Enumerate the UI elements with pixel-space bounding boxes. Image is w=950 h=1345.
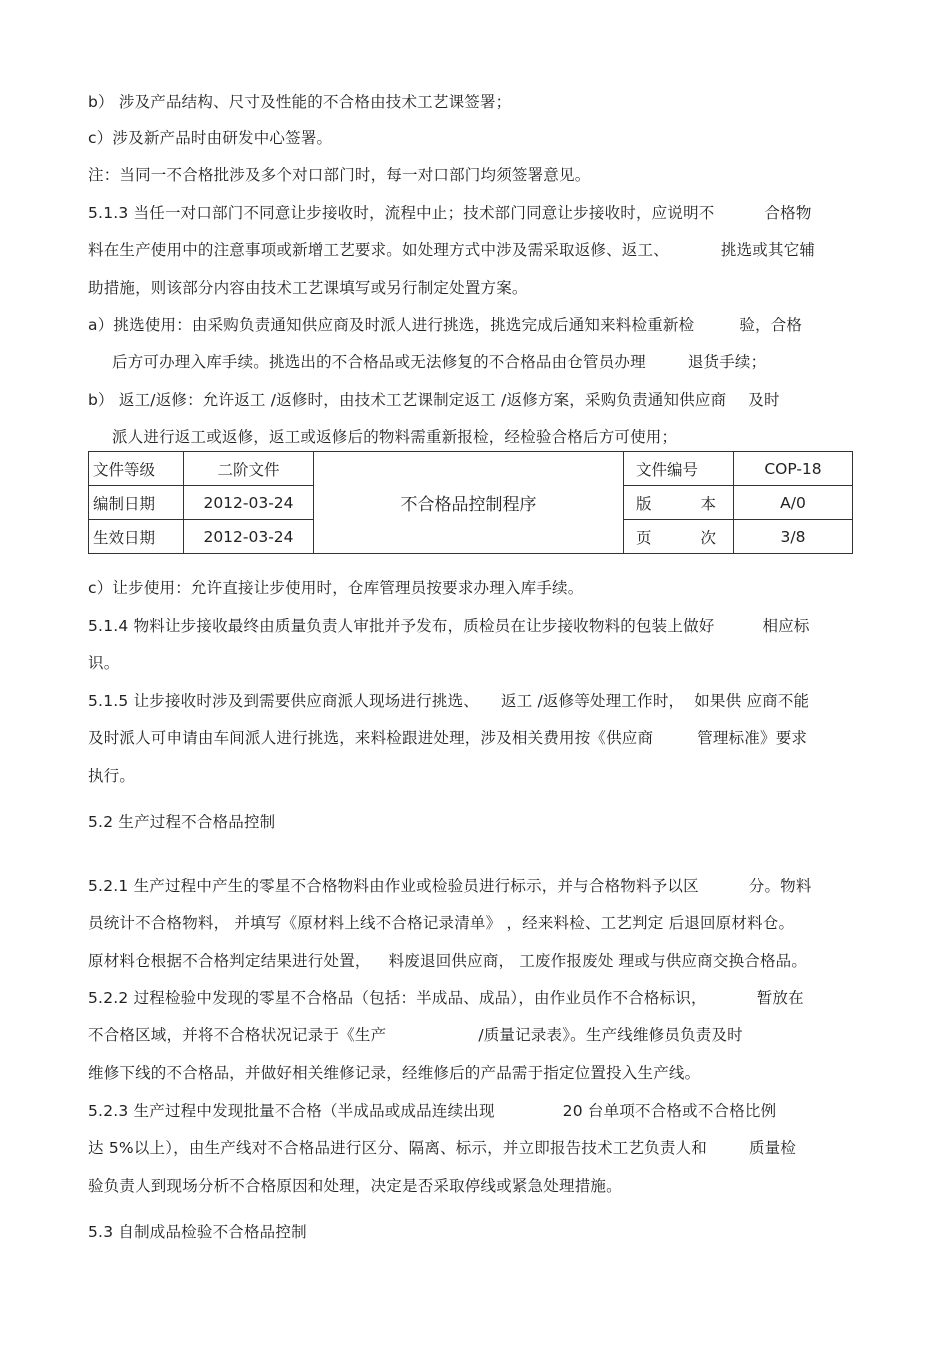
text-segment: 5.2.2 过程检验中发现的零星不合格品（包括：半成品、成品），由作业员作不合格标识， [88,989,707,1007]
text-segment: 执行。 [88,767,136,785]
text-line [88,203,812,223]
text-line [112,352,766,372]
text-segment: 合格物 [764,204,812,222]
text-line [88,766,135,786]
text-segment: 验负责人到现场分析不合格原因和处理，决定是否采取停线或紧急处理措施。 [88,1177,622,1195]
table-cell: 生效日期 [89,520,184,554]
text-line [88,1138,796,1158]
text-segment: 派人进行返工或返修，返工或返修后的物料需重新报检，经检验合格后方可使用； [112,428,678,446]
table-cell: 2012-03-24 [184,486,314,520]
text-segment: 5.1.5 让步接收时涉及到需要供应商派人现场进行挑选、 [88,692,479,710]
text-segment: 及时 [748,391,780,409]
text-segment: 员统计不合格物料， 并填写《原材料上线不合格记录清单》 ，经来料检、工艺判定 后退回原材料仓。 [88,914,795,932]
table-cell: 文件编号 [624,452,734,486]
text-segment: c）涉及新产品时由研发中心签署。 [88,129,333,147]
text-line [88,92,511,112]
text-line [88,390,780,410]
text-segment: 助措施，则该部分内容由技术工艺课填写或另行制定处置方案。 [88,279,528,297]
table-cell: 编制日期 [89,486,184,520]
text-segment: b） 返工/返修：允许返工 /返修时，由技术工艺课制定返工 /返修方案，采购负责通知供应商 [88,391,727,409]
text-segment: 5.2.1 生产过程中产生的零星不合格物料由作业或检验员进行标示，并与合格物料予以区 [88,877,699,895]
text-segment: 原材料仓根据不合格判定结果进行处置， [88,952,371,970]
text-segment: 5.1.3 当任一对口部门不同意让步接收时，流程中止；技术部门同意让步接收时，应说明不 [88,204,715,222]
table-cell [624,486,734,520]
text-line [88,988,804,1008]
text-segment: 挑选或其它辅 [720,241,816,259]
text-line [88,278,528,298]
table-cell-char: 次 [700,528,716,547]
text-line [88,315,802,335]
table-cell: 二阶文件 [184,452,314,486]
text-segment: 不合格区域，并将不合格状况记录于《生产 [88,1026,387,1044]
text-segment: 5.2.3 生产过程中发现批量不合格（半成品或成品连续出现 [88,1102,495,1120]
text-segment: 后方可办理入库手续。挑选出的不合格品或无法修复的不合格品由仓管员办理 [112,353,646,371]
text-segment: 料废退回供应商， 工废作报废处 理或与供应商交换合格品。 [388,952,808,970]
table-cell-char: 页 [636,528,652,547]
text-segment: 5.2 生产过程不合格品控制 [88,813,276,831]
text-line [88,240,815,260]
text-segment: 分。物料 [748,877,812,895]
text-segment: 维修下线的不合格品，并做好相关维修记录，经维修后的产品需于指定位置投入生产线。 [88,1064,701,1082]
text-line [88,616,810,636]
text-line [88,691,809,711]
table-row [89,452,853,486]
table-cell [624,520,734,554]
text-line [88,128,332,148]
text-line [88,1025,743,1045]
text-line [88,951,807,971]
table-cell: 2012-03-24 [184,520,314,554]
text-line [88,728,807,748]
text-line [88,876,812,896]
text-segment: 料在生产使用中的注意事项或新增工艺要求。如处理方式中涉及需采取返修、返工、 [88,241,669,259]
text-segment: 5.1.4 物料让步接收最终由质量负责人审批并予发布，质检员在让步接收物料的包装上做好 [88,617,715,635]
text-line [88,653,119,673]
document-title: 不合格品控制程序 [314,452,624,554]
text-line [88,1101,776,1121]
text-segment: a）挑选使用：由采购负责通知供应商及时派人进行挑选，挑选完成后通知来料检重新检 [88,316,695,334]
table-cell: 3/8 [734,520,853,554]
table-cell-char: 版 [636,494,652,513]
text-segment: 质量检 [748,1139,797,1157]
text-segment: 20 台单项不合格或不合格比例 [562,1102,777,1120]
text-segment: /质量记录表》。生产线维修员负责及时 [478,1026,743,1044]
text-segment: 验，合格 [739,316,803,334]
text-line [88,1063,700,1083]
document-header-table [88,451,853,554]
table-cell: COP-18 [734,452,853,486]
text-segment: 返工 /返修等处理工作时， [500,692,685,710]
text-line [112,427,677,447]
text-segment: 管理标准》要求 [697,729,808,747]
table-cell: 文件等级 [89,452,184,486]
section-heading [88,812,275,832]
text-line [88,913,794,933]
text-segment: c）让步使用：允许直接让步使用时，仓库管理员按要求办理入库手续。 [88,579,584,597]
text-segment: 识。 [88,654,120,672]
section-heading [88,1222,307,1242]
text-segment: 如果供 应商不能 [694,692,810,710]
text-segment: 相应标 [762,617,810,635]
text-segment: 暂放在 [756,989,804,1007]
text-segment: 及时派人可申请由车间派人进行挑选，来料检跟进处理，涉及相关费用按《供应商 [88,729,654,747]
text-segment: b） 涉及产品结构、尺寸及性能的不合格由技术工艺课签署； [88,93,512,111]
text-line [88,165,590,185]
table-cell: A/0 [734,486,853,520]
table-cell-char: 本 [700,494,716,513]
text-segment: 退货手续； [687,353,767,371]
text-segment: 注：当同一不合格批涉及多个对口部门时，每一对口部门均须签署意见。 [88,166,591,184]
text-line [88,578,583,598]
text-line [88,1176,622,1196]
text-segment: 达 5%以上），由生产线对不合格品进行区分、隔离、标示，并立即报告技术工艺负责人和 [88,1139,707,1157]
text-segment: 5.3 自制成品检验不合格品控制 [88,1223,307,1241]
